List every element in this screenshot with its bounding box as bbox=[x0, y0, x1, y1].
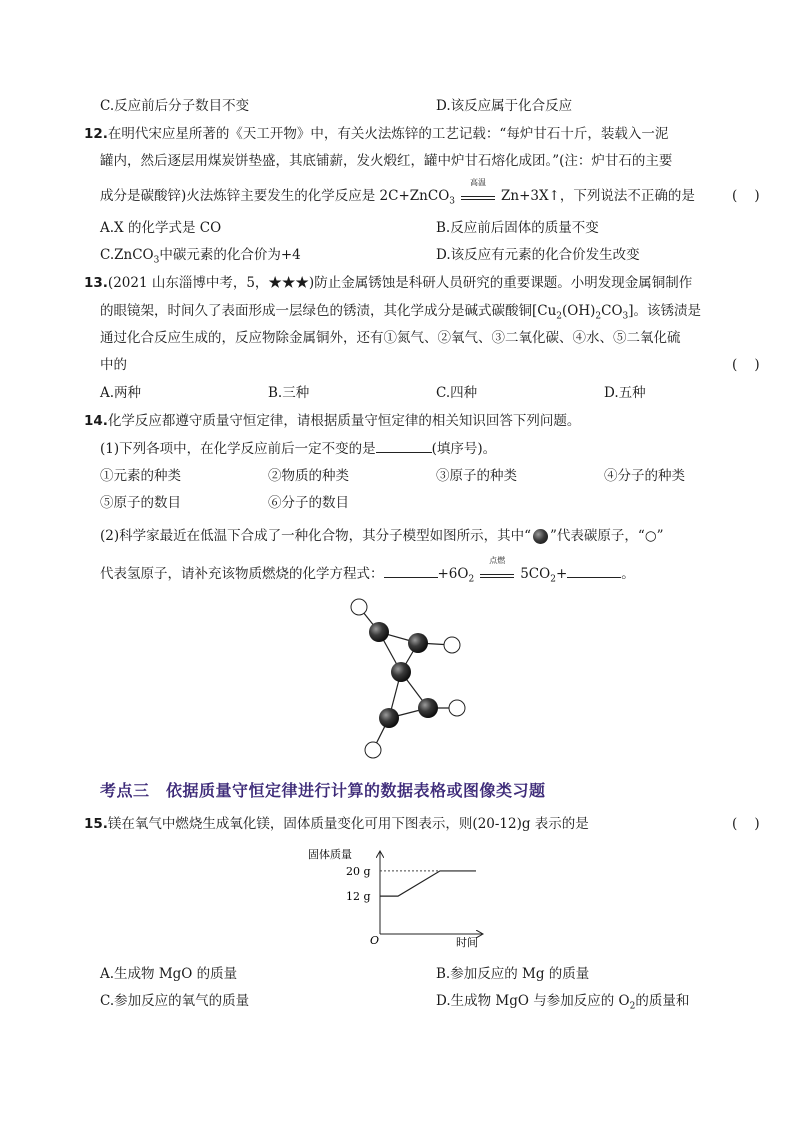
answer-blank[interactable] bbox=[384, 563, 438, 578]
question-text: 代表氢原子，请补充该物质燃烧的化学方程式： bbox=[100, 566, 384, 582]
q15-option-c: C.参加反应的氧气的质量 bbox=[100, 993, 250, 1009]
question-text: (2021 山东淄博中考，5，★★★)防止金属锈蚀是科研人员研究的重要课题。小明发现金属铜制作 bbox=[107, 275, 693, 291]
question-text: (OH) bbox=[562, 303, 596, 319]
q11-option-d: D.该反应属于化合反应 bbox=[436, 98, 573, 114]
option-text: 的质量和 bbox=[635, 993, 690, 1009]
q14-item-2: ②物质的种类 bbox=[268, 468, 349, 484]
question-text: (1)下列各项中，在化学反应前后一定不变的是 bbox=[100, 441, 376, 457]
question-text: 镁在氧气中燃烧生成氧化镁，固体质量变化可用下图表示，则(20-12)g 表示的是 bbox=[107, 816, 589, 832]
subscript: 2 bbox=[550, 574, 556, 585]
equation-part: 成分是碳酸锌)火法炼锌主要发生的化学反应是 2C+ZnCO bbox=[100, 188, 450, 204]
q13-line-4: 中的 bbox=[100, 357, 127, 373]
question-number: 14. bbox=[84, 413, 108, 429]
subscript: 2 bbox=[629, 1001, 636, 1012]
q14-item-5: ⑤原子的数目 bbox=[100, 495, 181, 511]
q12-line-1 bbox=[84, 124, 668, 144]
reaction-condition bbox=[480, 556, 514, 578]
equation-part: + bbox=[555, 566, 568, 582]
q13-answer-paren[interactable]: ( ) bbox=[732, 357, 760, 373]
subscript: 3 bbox=[622, 311, 629, 322]
q14-item-4: ④分子的种类 bbox=[604, 468, 685, 484]
q12-line-3 bbox=[100, 178, 695, 212]
question-text: (2)科学家最近在低温下合成了一种化合物，其分子模型如图所示，其中“ bbox=[100, 528, 532, 544]
question-text: (填序号)。 bbox=[431, 441, 497, 457]
condition-label: 高温 bbox=[470, 178, 486, 187]
q12-line-2: 罐内，然后逐层用煤炭饼垫盛，其底铺薪，发火煅红，罐中炉甘石熔化成团。”(注：炉甘石的主要 bbox=[100, 153, 673, 169]
subscript: 3 bbox=[153, 255, 160, 266]
q13-line-1 bbox=[84, 273, 692, 293]
subscript: 2 bbox=[556, 311, 563, 322]
hydrogen-atom-icon bbox=[449, 700, 465, 716]
q12-option-d: D.该反应有元素的化合价发生改变 bbox=[436, 247, 640, 263]
carbon-atoms bbox=[369, 622, 438, 728]
hydrogen-atom-icon bbox=[444, 637, 460, 653]
question-text: 化学反应都遵守质量守恒定律，请根据质量守恒定律的相关知识回答下列问题。 bbox=[107, 413, 581, 429]
q15-option-a: A.生成物 MgO 的质量 bbox=[100, 966, 238, 982]
q13-option-d: D.五种 bbox=[604, 385, 646, 401]
equals-sign bbox=[480, 574, 514, 578]
y-axis-label: 固体质量 bbox=[308, 848, 352, 861]
option-text: C.ZnCO bbox=[100, 247, 154, 263]
carbon-atom-icon bbox=[391, 662, 411, 682]
q14-part-2-equation bbox=[100, 556, 635, 590]
equation-part: +6O bbox=[437, 566, 469, 582]
q13-line-3: 通过化合反应生成的，反应物除金属铜外，还有①氮气、②氧气、③二氧化碳、④水、⑤二氧化硫 bbox=[100, 330, 681, 346]
question-text: ”代表碳原子，“○” bbox=[550, 528, 664, 544]
equation-part: Zn+3X↑，下列说法不正确的是 bbox=[501, 188, 695, 204]
subscript: 2 bbox=[595, 311, 602, 322]
carbon-atom-icon bbox=[533, 529, 548, 544]
q13-option-a: A.两种 bbox=[100, 385, 142, 401]
option-text: 中碳元素的化合价为+4 bbox=[159, 247, 301, 263]
subscript: 2 bbox=[468, 574, 475, 585]
carbon-atom-icon bbox=[379, 708, 399, 728]
q15-answer-paren[interactable]: ( ) bbox=[732, 816, 760, 832]
q14-part-1 bbox=[100, 438, 496, 459]
hydrogen-atom-icon bbox=[351, 599, 367, 615]
q14-item-6: ⑥分子的数目 bbox=[268, 495, 349, 511]
q12-answer-paren[interactable]: ( ) bbox=[732, 188, 760, 204]
q12-option-a: A.X 的化学式是 CO bbox=[100, 220, 222, 236]
condition-label: 点燃 bbox=[489, 556, 506, 565]
y-tick-label: 12 g bbox=[346, 890, 371, 904]
q13-line-2 bbox=[100, 301, 701, 327]
origin-label: O bbox=[370, 934, 380, 947]
q15-line-1 bbox=[84, 814, 589, 834]
section-heading: 考点三 依据质量守恒定律进行计算的数据表格或图像类习题 bbox=[100, 781, 546, 800]
mass-time-chart bbox=[308, 840, 500, 952]
carbon-atom-icon bbox=[369, 622, 389, 642]
q15-option-d bbox=[436, 991, 689, 1017]
question-number: 13. bbox=[84, 275, 108, 291]
subscript: 3 bbox=[449, 196, 455, 207]
reaction-condition bbox=[461, 178, 495, 200]
answer-blank[interactable] bbox=[376, 438, 432, 453]
question-number: 15. bbox=[84, 816, 108, 832]
q14-line-1 bbox=[84, 411, 580, 431]
y-tick-label: 20 g bbox=[346, 864, 371, 878]
q14-part-2 bbox=[100, 526, 664, 546]
question-text: CO bbox=[601, 303, 623, 319]
hydrogen-atom-icon bbox=[365, 742, 381, 758]
equation-part: 5CO bbox=[520, 566, 551, 582]
question-text: ]。该锈渍是 bbox=[628, 303, 702, 319]
answer-blank[interactable] bbox=[567, 563, 621, 578]
equation-part: 。 bbox=[621, 566, 635, 582]
q15-option-b: B.参加反应的 Mg 的质量 bbox=[436, 966, 590, 982]
q13-option-b: B.三种 bbox=[268, 385, 310, 401]
series-line bbox=[380, 871, 476, 896]
question-number: 12. bbox=[84, 126, 108, 142]
x-axis-label: 时间 bbox=[456, 936, 478, 949]
option-text: D.生成物 MgO 与参加反应的 O bbox=[436, 993, 630, 1009]
q12-option-c bbox=[100, 245, 301, 271]
q12-option-b: B.反应前后固体的质量不变 bbox=[436, 220, 599, 236]
equals-sign bbox=[461, 196, 495, 200]
question-text: 的眼镜架，时间久了表面形成一层绿色的锈渍，其化学成分是碱式碳酸铜[Cu bbox=[100, 303, 557, 319]
q11-option-c: C.反应前后分子数目不变 bbox=[100, 98, 250, 114]
carbon-atom-icon bbox=[418, 698, 438, 718]
q13-option-c: C.四种 bbox=[436, 385, 478, 401]
question-text: 在明代宋应星所著的《天工开物》中，有关火法炼锌的工艺记载：“每炉甘石十斤，装载入一泥 bbox=[107, 126, 669, 142]
q14-item-3: ③原子的种类 bbox=[436, 468, 517, 484]
q14-item-1: ①元素的种类 bbox=[100, 468, 181, 484]
carbon-atom-icon bbox=[408, 633, 428, 653]
molecule-model-diagram bbox=[340, 590, 480, 765]
